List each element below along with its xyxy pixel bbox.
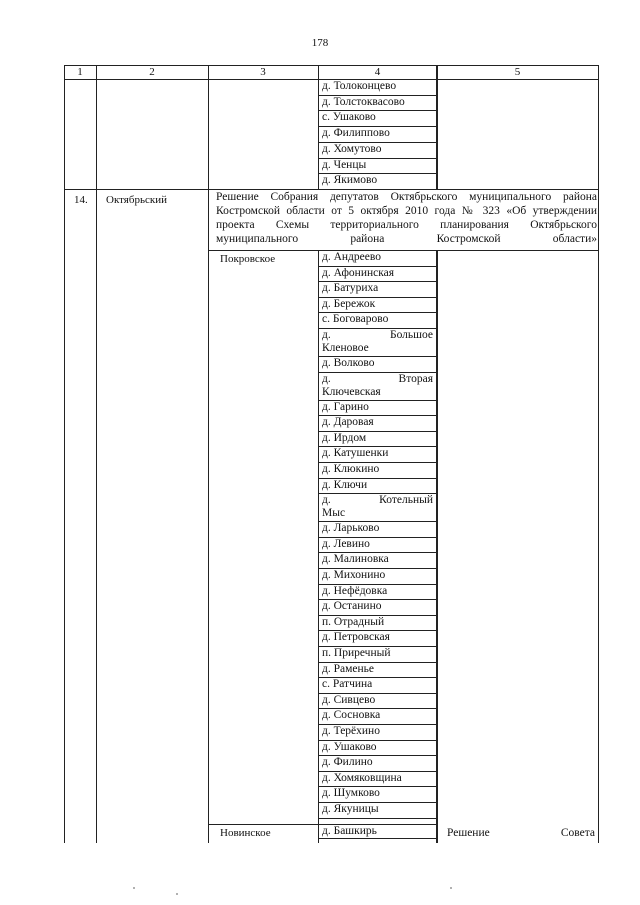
village-cell: д. Бережок [322,298,376,310]
village-cell: д. Ирдом [322,432,367,444]
border-decision-bottom [208,250,599,251]
row-number: 14. [74,194,88,206]
column-header-3: 3 [260,66,266,78]
village-cell: д. Большое Кленовое [322,329,433,354]
page-number: 178 [311,37,329,49]
village-cell: д. Шумково [322,787,380,799]
village-cell: д. Афонинская [322,267,395,279]
decision-text: Решение Собрания депутатов Октябрьского муниципального района Костромской области от 5 октября 2010 года № 323 «Об утверждении проекта Схемы территориального планирования Октябрьского муниципального района Костромской области» [216,191,597,245]
village-cell: д. Останино [322,600,382,612]
border-col-1 [96,65,97,843]
column-header-4: 4 [374,66,381,78]
column-header-2: 2 [149,66,155,78]
column-header-1: 1 [77,66,83,78]
settlement-novinskoe: Новинское [220,827,271,839]
village-cell: д. Ченцы [322,159,367,171]
scan-speck [450,887,452,889]
village-cell: д. Якуницы [322,803,379,815]
district-name: Октябрьский [106,194,167,206]
border-col-2 [208,65,209,843]
column-header-5: 5 [514,66,521,78]
border-col-4-top [436,65,438,189]
village-cell: п. Приречный [322,647,391,659]
village-cell: д. Ларьково [322,522,380,534]
village-cell: д. Волково [322,357,375,369]
village-cell: д. Сосновка [322,709,381,721]
village-cell: д. Толстоквасово [322,96,405,108]
border-left [64,65,65,843]
village-cell: д. Нефёдовка [322,585,388,597]
village-cell: д. Раменье [322,663,374,675]
village-cell: с. Ратчина [322,678,373,690]
scan-speck [176,893,178,895]
village-cell: д. Петровская [322,631,390,643]
village-cell: д. Левино [322,538,370,550]
village-cell: д. Михонино [322,569,386,581]
border-col-4-bottom [436,250,438,843]
settlement-pokrovskoe: Покровское [220,253,276,265]
village-cell: д. Батуриха [322,282,379,294]
village-cell: д. Катушенки [322,447,389,459]
village-cell: д. Клюкино [322,463,380,475]
village-cell: д. Даровая [322,416,374,428]
border-top [64,65,599,66]
village-cell: д. Филино [322,756,373,768]
village-cell: д. Андреево [322,251,381,263]
village-cell: д. Ушаково [322,741,377,753]
village-cell: п. Отрадный [322,616,385,628]
border-right [598,65,599,843]
border-settlement-split [208,824,437,825]
border-header-bottom [64,79,599,80]
scan-speck [133,887,135,889]
column5-decision-text: Решение Совета [447,827,595,839]
cell-divider [318,818,437,819]
village-cell: д. Вторая Ключевская [322,373,433,398]
border-last-village [318,838,437,839]
village-cell: с. Боговарово [322,313,389,325]
village-cell: с. Ушаково [322,111,376,123]
village-cell: д. Башкирь [322,825,377,837]
village-cell: д. Хомутово [322,143,382,155]
border-row-14-top [64,189,599,190]
village-cell: д. Малиновка [322,553,389,565]
village-cell: д. Филиппово [322,127,390,139]
village-cell: д. Хомяковщина [322,772,402,784]
village-cell: д. Терёхино [322,725,380,737]
border-col-3-top [318,65,319,189]
village-cell: д. Гарино [322,401,369,413]
village-cell: д. Якимово [322,174,378,186]
village-cell: д. Ключи [322,479,368,491]
border-col-3-bottom [318,250,319,843]
village-cell: д. Сивцево [322,694,376,706]
village-cell: д. Котельный Мыс [322,494,433,519]
village-cell: д. Толоконцево [322,80,397,92]
